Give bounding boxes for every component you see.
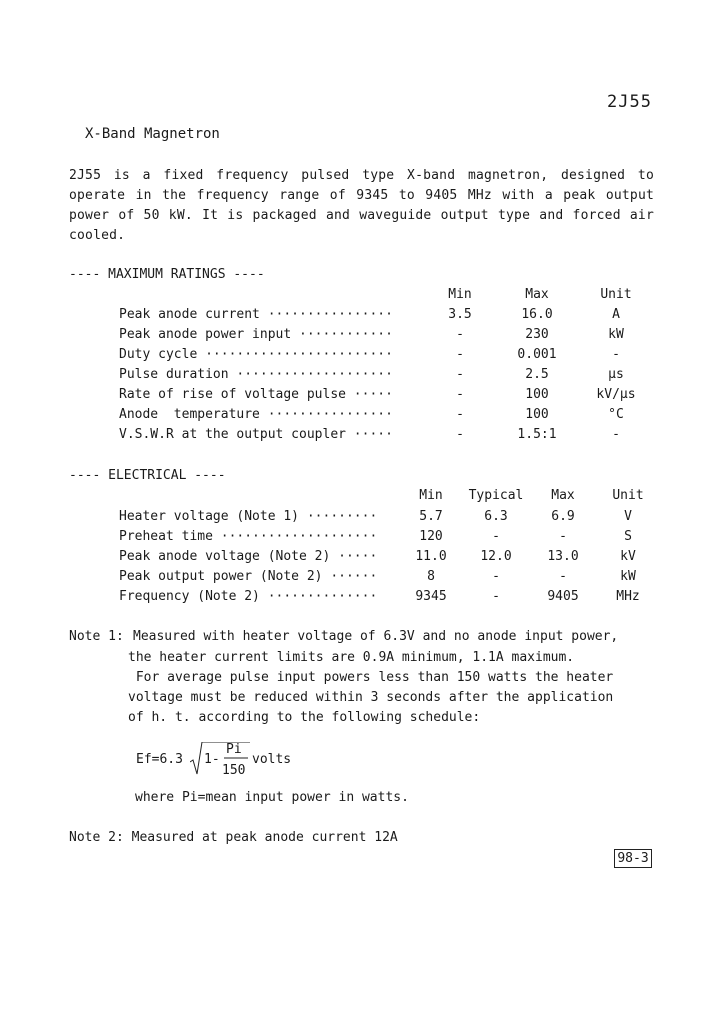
- typical-value: 12.0: [480, 549, 512, 564]
- col-max: Max: [525, 287, 549, 302]
- table-row: [0, 407, 720, 427]
- max-value: -: [559, 569, 567, 584]
- max-value: 230: [525, 327, 549, 342]
- param-name: Preheat time ····················: [119, 529, 378, 544]
- max-value: 100: [525, 387, 549, 402]
- formula-one-minus: 1-: [204, 752, 220, 767]
- unit-value: °C: [608, 407, 624, 422]
- unit-value: kV/μs: [596, 387, 636, 402]
- param-name: Peak anode power input ············: [119, 327, 393, 342]
- header-row: [0, 488, 720, 508]
- note2: Note 2: Measured at peak anode current 12A: [69, 830, 398, 845]
- note1-line3: For average pulse input powers less than 150 watts the heater: [128, 670, 614, 685]
- max-value: 100: [525, 407, 549, 422]
- max-value: 1.5:1: [517, 427, 557, 442]
- unit-value: S: [624, 529, 632, 544]
- table-row: [0, 307, 720, 327]
- max-value: 13.0: [547, 549, 579, 564]
- unit-value: A: [612, 307, 620, 322]
- min-value: -: [456, 327, 464, 342]
- max-value: 6.9: [551, 509, 575, 524]
- page-tag: 98-3: [614, 849, 652, 868]
- note1-line5: of h. t. according to the following schedule:: [128, 710, 481, 725]
- typical-value: 6.3: [484, 509, 508, 524]
- unit-value: -: [612, 427, 620, 442]
- heater-voltage-formula: [136, 742, 316, 778]
- electrical-heading: ---- ELECTRICAL ----: [69, 468, 226, 483]
- min-value: -: [456, 347, 464, 362]
- table-row: [0, 427, 720, 447]
- table-row: [0, 509, 720, 529]
- param-name: Frequency (Note 2) ··············: [119, 589, 378, 604]
- col-unit: Unit: [600, 287, 632, 302]
- param-name: V.S.W.R at the output coupler ·····: [119, 427, 393, 442]
- note1-line1: Measured with heater voltage of 6.3V and no anode input power,: [133, 629, 619, 644]
- min-value: -: [456, 367, 464, 382]
- max-ratings-heading: ---- MAXIMUM RATINGS ----: [69, 267, 265, 282]
- unit-value: kW: [620, 569, 636, 584]
- min-value: 5.7: [419, 509, 443, 524]
- document-subtitle: X-Band Magnetron: [85, 126, 220, 142]
- header-row: [0, 287, 720, 307]
- table-row: [0, 367, 720, 387]
- max-value: 2.5: [525, 367, 549, 382]
- min-value: -: [456, 427, 464, 442]
- table-row: [0, 569, 720, 589]
- col-unit: Unit: [612, 488, 644, 503]
- formula-where: where Pi=mean input power in watts.: [135, 790, 409, 805]
- min-value: 120: [419, 529, 443, 544]
- param-name: Anode temperature ················: [119, 407, 393, 422]
- unit-value: -: [612, 347, 620, 362]
- typical-value: -: [492, 569, 500, 584]
- note1-line2: the heater current limits are 0.9A minimum, 1.1A maximum.: [128, 650, 575, 665]
- min-value: 11.0: [415, 549, 447, 564]
- table-row: [0, 529, 720, 549]
- table-row: [0, 347, 720, 367]
- param-name: Heater voltage (Note 1) ·········: [119, 509, 378, 524]
- unit-value: kV: [620, 549, 636, 564]
- max-value: 16.0: [521, 307, 553, 322]
- col-typical: Typical: [468, 488, 524, 503]
- param-name: Rate of rise of voltage pulse ·····: [119, 387, 393, 402]
- param-name: Duty cycle ························: [119, 347, 393, 362]
- formula-denominator: 150: [222, 763, 246, 778]
- param-name: Peak output power (Note 2) ······: [119, 569, 378, 584]
- min-value: 3.5: [448, 307, 472, 322]
- min-value: -: [456, 407, 464, 422]
- max-value: 9405: [547, 589, 579, 604]
- max-value: -: [559, 529, 567, 544]
- note1-line4: voltage must be reduced within 3 seconds after the application: [128, 690, 614, 705]
- unit-value: kW: [608, 327, 624, 342]
- formula-numerator: Pi: [226, 742, 242, 757]
- col-min: Min: [448, 287, 472, 302]
- col-min: Min: [419, 488, 443, 503]
- part-number: 2J55: [607, 92, 652, 112]
- col-max: Max: [551, 488, 575, 503]
- unit-value: V: [624, 509, 632, 524]
- table-row: [0, 327, 720, 347]
- max-value: 0.001: [517, 347, 557, 362]
- formula-lhs: Ef=6.3: [136, 752, 183, 767]
- param-name: Peak anode voltage (Note 2) ·····: [119, 549, 378, 564]
- table-row: [0, 589, 720, 609]
- min-value: -: [456, 387, 464, 402]
- min-value: 9345: [415, 589, 447, 604]
- table-row: [0, 549, 720, 569]
- formula-units: volts: [252, 752, 292, 767]
- note1-label: Note 1:: [69, 629, 124, 644]
- table-row: [0, 387, 720, 407]
- param-name: Peak anode current ················: [119, 307, 393, 322]
- intro-paragraph: 2J55 is a fixed frequency pulsed type X-band magnetron, designed to operate in the frequency range of 9345 to 9405 MHz with a peak output power of 50 kW. It is packaged and waveguide output type and forced air cooled.: [69, 168, 654, 243]
- typical-value: -: [492, 589, 500, 604]
- unit-value: MHz: [616, 589, 640, 604]
- min-value: 8: [427, 569, 435, 584]
- typical-value: -: [492, 529, 500, 544]
- param-name: Pulse duration ····················: [119, 367, 393, 382]
- unit-value: μs: [608, 367, 624, 382]
